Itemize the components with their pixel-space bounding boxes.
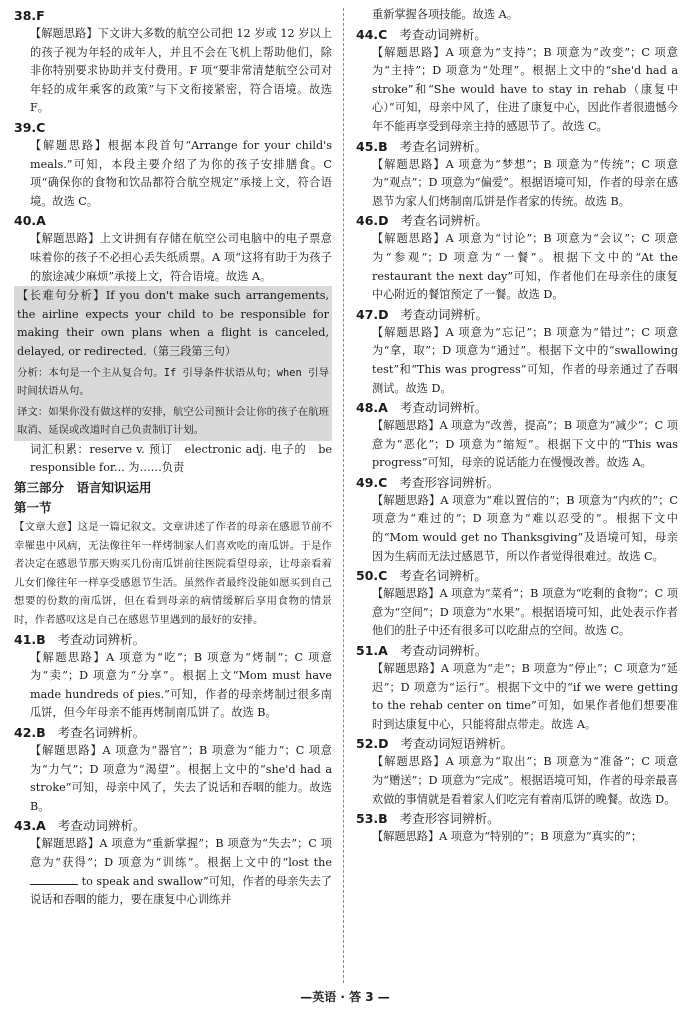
blank-line (30, 873, 78, 885)
question-number (356, 25, 678, 44)
question-type: 考查形容词辨析。 (399, 811, 500, 827)
question-type: 考查动词辨析。 (400, 306, 489, 322)
explanation-paragraph: 【解题思路】A 项意为“梦想”；B 项意为“传统”；C 项意为“观点”；D 项意为“偏爱”。根据语境可知，作者的母亲在感恩节为家人们烤制南瓜饼是作者家的传统。故选 B。 (372, 157, 678, 208)
question-number (14, 6, 332, 25)
question-label: 53.B (356, 811, 388, 827)
question-number (356, 734, 678, 753)
question-label: 51.A (356, 643, 388, 659)
explanation-paragraph: 【解题思路】上文讲拥有存储在航空公司电脑中的电子票意味着你的孩子不必担心丢失纸质票。A 项“这将有助于为孩子的旅途减少麻烦”承接上文，符合语境。故选 A。 (30, 232, 332, 283)
question-label: 43.A (14, 818, 46, 834)
question-type: 考查动词辨析。 (57, 631, 146, 647)
question-label: 50.C (356, 568, 388, 584)
explanation-paragraph (14, 835, 332, 909)
long-sentence-analysis: 【长难句分析】If you don't make such arrangements, the airline expects your child to be responsible for making their own plans when a flight is canceled, delayed, or redirected.（第三段第三句） (14, 286, 332, 362)
question-type: 考查动词辨析。 (399, 643, 488, 659)
question-type: 考查名词辨析。 (400, 213, 489, 229)
analysis-note: 分析：本句是一个主从复合句。If 引导条件状语从句；when 引导时间状语从句。 (14, 363, 332, 402)
column-divider (343, 8, 344, 983)
question-label: 40.A (14, 213, 46, 229)
explanation-paragraph: 【解题思路】A 项意为“取出”；B 项意为“准备”；C 项意为“赠送”；D 项意为“完成”。根据语境可知，作者的母亲最喜欢做的事情就是看着家人们吃完有着南瓜饼的晚餐。故选 D。 (372, 755, 678, 806)
question-number (14, 630, 332, 649)
explanation-paragraph: 【解题思路】A 项意为“忘记”；B 项意为“错过”；C 项意为“拿，取”；D 项意为“通过”。根据下文中的“swallowing test”和“This was progress”可知，作者的母亲通过了吞咽测试。故选 D。 (372, 325, 678, 395)
question-number (356, 398, 678, 417)
explanation-paragraph: 【解题思路】A 项意为“特别的”；B 项意为“真实的”； (372, 830, 643, 844)
question-number (14, 723, 332, 742)
page-footer: —英语 · 答 3 — (300, 990, 390, 1004)
explanation-paragraph: 词汇积累：reserve v. 预订 electronic adj. 电子的 be responsible for... 为……负责 (30, 442, 332, 475)
explanation-paragraph: 【解题思路】下文讲大多数的航空公司把 12 岁或 12 岁以上的孩子视为年轻的成年人，并且不会在飞机上帮助他们，除非你特别要求协助并支付费用。F 项“要非常清楚航空公司对年轻的成年乘客的政策”与下文衔接紧密，符合语境。故选 F。 (30, 27, 332, 115)
question-type: 考查动词辨析。 (57, 818, 146, 834)
question-type: 考查名词辨析。 (399, 138, 488, 154)
question-type: 考查名词辨析。 (399, 568, 487, 584)
question-number (356, 137, 678, 156)
question-type: 考查形容词辨析。 (399, 474, 500, 490)
question-type: 考查名词辨析。 (57, 725, 146, 740)
question-type: 考查动词辨析。 (399, 400, 488, 416)
question-number (356, 641, 678, 660)
question-label: 38.F (14, 8, 45, 23)
left-column (14, 6, 332, 985)
section-heading: 第三部分 语言知识运用 (14, 480, 152, 496)
explanation-paragraph: 【解题思路】A 项意为“支持”；B 项意为“改变”；C 项意为“主持”；D 项意为“处理”。根据上文中的“she'd had a stroke”和“She would have to stay in rehab（康复中心）”可知，母亲中风了，住进了康复中心，因此作者很遗憾今年不能再享受到母亲主持的感恩节了。故选 C。 (372, 45, 678, 133)
text-part: 【解题思路】A 项意为“重新掌握”；B 项意为“失去”；C 项意为“获得”；D 项意为“训练”。根据上文中的“lost the (30, 837, 332, 869)
question-number (356, 566, 678, 585)
explanation-paragraph: 【解题思路】A 项意为“器官”；B 项意为“能力”；C 项意为“力气”；D 项意为“渴望”。根据上文中的“she'd had a stroke”可知，母亲中风了，失去了说话和吞咽的能力。故选 B。 (30, 744, 332, 813)
section-heading: 第一节 (14, 500, 52, 516)
question-number (356, 305, 678, 324)
question-label: 49.C (356, 474, 388, 490)
article-summary: 【文章大意】这是一篇记叙文。文章讲述了作者的母亲在感恩节前不幸罹患中风病，无法像往年一样烤制家人们喜欢吃的南瓜饼。于是作者决定在感恩节那天购买几份南瓜饼前往医院看望母亲，让母亲看着儿女们像往年一样享受感恩节生活。虽然作者最终没能如愿买到自己想要的份数的南瓜饼，但在看到母亲的病情缓解后享用食物的情景时，作者感叹这是自己在感恩节里遇到的最好的安排。 (14, 521, 332, 627)
question-label: 45.B (356, 138, 388, 154)
question-number (356, 473, 678, 492)
question-number (14, 816, 332, 835)
question-number (14, 211, 332, 230)
question-type: 考查动词短语辨析。 (400, 736, 514, 752)
right-column (356, 6, 678, 985)
question-label: 41.B (14, 631, 46, 647)
question-label: 42.B (14, 725, 46, 740)
question-number (356, 809, 678, 828)
analysis-note: 译文：如果你没有做这样的安排，航空公司预计会让你的孩子在航班取消、延误或改道时自己负责制订计划。 (14, 402, 332, 441)
question-number (14, 118, 332, 137)
explanation-paragraph: 【解题思路】A 项意为“讨论”；B 项意为“会议”；C 项意为“参观”；D 项意为“一餐”。根据下文中的“At the restaurant the next day”可知，作者他们在母亲住的康复中心附近的餐馆预定了一餐。故选 D。 (372, 232, 678, 302)
question-type: 考查动词辨析。 (399, 26, 487, 42)
explanation-paragraph: 【解题思路】A 项意为“吃”；B 项意为“烤制”；C 项意为“卖”；D 项意为“分享”。根据上文“Mom must have made hundreds of pies.”可知，作者的母亲烤制过很多南瓜饼，但今年母亲不能再烤制南瓜饼了。故选 B。 (30, 650, 332, 720)
question-label: 46.D (356, 213, 389, 229)
explanation-paragraph: 【解题思路】A 项意为“难以置信的”；B 项意为“内疚的”；C 项意为“难过的”；D 项意为“难以忍受的”。根据下文中的“Mom would get no Thanksgiving”及语境可知，母亲因为生病而无法过感恩节，所以作者觉得很难过。故选 C。 (372, 493, 678, 563)
explanation-paragraph: 重新掌握各项技能。故选 A。 (372, 8, 518, 21)
explanation-paragraph: 【解题思路】根据本段首句“Arrange for your child's meals.”可知，本段主要介绍了为你的孩子安排膳食。C 项“确保你的食物和饮品都符合航空规定”承接上文，符合语境。故选 C。 (30, 138, 332, 208)
explanation-paragraph: 【解题思路】A 项意为“改善，提高”；B 项意为“减少”；C 项意为“恶化”；D 项意为“缩短”。根据下文中的“This was progress”可知，母亲的说话能力在慢慢改善。故选 A。 (372, 419, 678, 470)
explanation-paragraph: 【解题思路】A 项意为“走”；B 项意为“停止”；C 项意为“延迟”；D 项意为“运行”。根据下文中的“if we were getting to the rehab center on time”可知，如果作者他们想要准时到达康复中心，只能将甜点带走。故选 A。 (372, 662, 678, 731)
question-label: 47.D (356, 306, 389, 322)
question-label: 52.D (356, 736, 389, 752)
question-label: 39.C (14, 119, 46, 135)
explanation-paragraph: 【解题思路】A 项意为“菜肴”；B 项意为“吃剩的食物”；C 项意为“空间”；D 项意为“水果”。根据语境可知，此处表示作者他们的肚子中还有很多可以吃甜点的空间。故选 C。 (372, 587, 678, 638)
question-label: 44.C (356, 26, 388, 42)
text-part: to speak and swallow”可知，作者的母亲失去了说话和吞咽的能力，要在康复中心训练并 (30, 874, 332, 907)
question-number (356, 211, 678, 230)
question-label: 48.A (356, 400, 388, 416)
